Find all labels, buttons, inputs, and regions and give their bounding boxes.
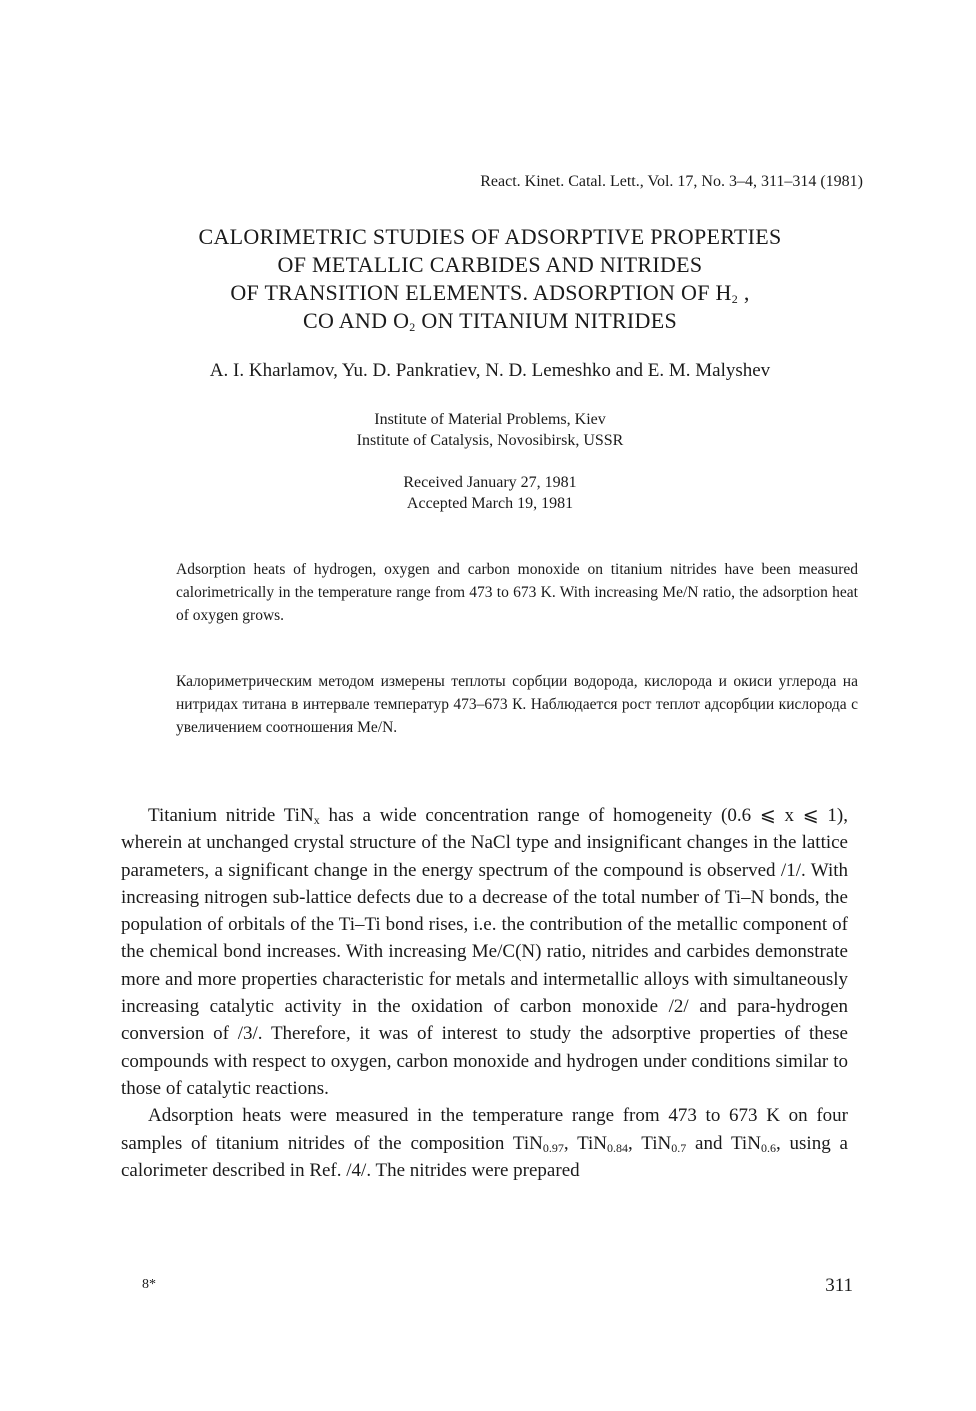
received-date: Received January 27, 1981 — [403, 474, 577, 491]
affiliation-2: Institute of Catalysis, Novosibirsk, USSR — [356, 432, 624, 449]
accepted-date: Accepted March 19, 1981 — [406, 495, 574, 512]
article-title — [120, 223, 860, 335]
title-line-3: OF TRANSITION ELEMENTS. ADSORPTION OF $H_2$ , — [230, 280, 750, 306]
submission-dates — [120, 472, 860, 514]
affiliation-1: Institute of Material Problems, Kiev — [374, 411, 606, 428]
author-list: A. I. Kharlamov, Yu. D. Pankratiev, N. D. Lemeshko and E. M. Malyshev — [209, 360, 771, 381]
title-line-1: CALORIMETRIC STUDIES OF ADSORPTIVE PROPERTIES — [198, 224, 782, 249]
abstract-english: Adsorption heats of hydrogen, oxygen and carbon monoxide on titanium nitrides have been measured calorimetrically in the temperature range from 473 to 673 K. With increasing Me/N ratio, the adsorption heat of oxygen grows. — [176, 561, 858, 624]
page-number: 311 — [825, 1275, 853, 1296]
title-line-2: OF METALLIC CARBIDES AND NITRIDES — [277, 252, 703, 277]
affiliations — [120, 409, 860, 451]
title-line-4: CO AND $O_2$ ON TITANIUM NITRIDES — [302, 308, 677, 334]
journal-reference: React. Kinet. Catal. Lett., Vol. 17, No. 3–4, 311–314 (1981) — [480, 173, 863, 190]
body-paragraph-1: Titanium nitride TiN$_x$ has a wide concentration range of homogeneity (0.6 ⩽ x ⩽ 1), wherein at unchanged crystal structure of the NaCl type and insignificant changes in the lattice parameters, a significant change in the energy spectrum of the compound is observed /1/. With increasing nitrogen sub-lattice defects due to a decrease of the total number of Ti–N bonds, the population of orbitals of the Ti–Ti bond rises, i.e. the contribution of the metallic component of the chemical bond increases. With increasing Me/C(N) ratio, nitrides and carbides demonstrate more and more properties characteristic for metals and intermetallic alloys with simultaneously increasing catalytic activity in the oxidation of carbon monoxide /2/ and para-hydrogen conversion of /3/. Therefore, it was of interest to study the adsorptive properties of these compounds with respect to oxygen, carbon monoxide and hydrogen under conditions similar to those of catalytic reactions. — [121, 805, 848, 1099]
signature-mark: 8* — [142, 1277, 156, 1292]
body-paragraph-2: Adsorption heats were measured in the temperature range from 473 to 673 K on four samples of titanium nitrides of the composition TiN$_{0.97}$, TiN$_{0.84}$, TiN$_{0.7}$ and TiN$_{0.6}$, using a calorimeter described in Ref. /4/. The nitrides were prepared — [121, 1105, 848, 1181]
abstract-russian: Калориметрическим методом измерены теплоты сорбции водорода, кислорода и окиси углерода на нитридах титана в интервале температур 473–673 К. Наблюдается рост теплот адсорбции кислорода с увеличением соотношения Me/N. — [176, 673, 858, 736]
body-text — [121, 802, 848, 1184]
